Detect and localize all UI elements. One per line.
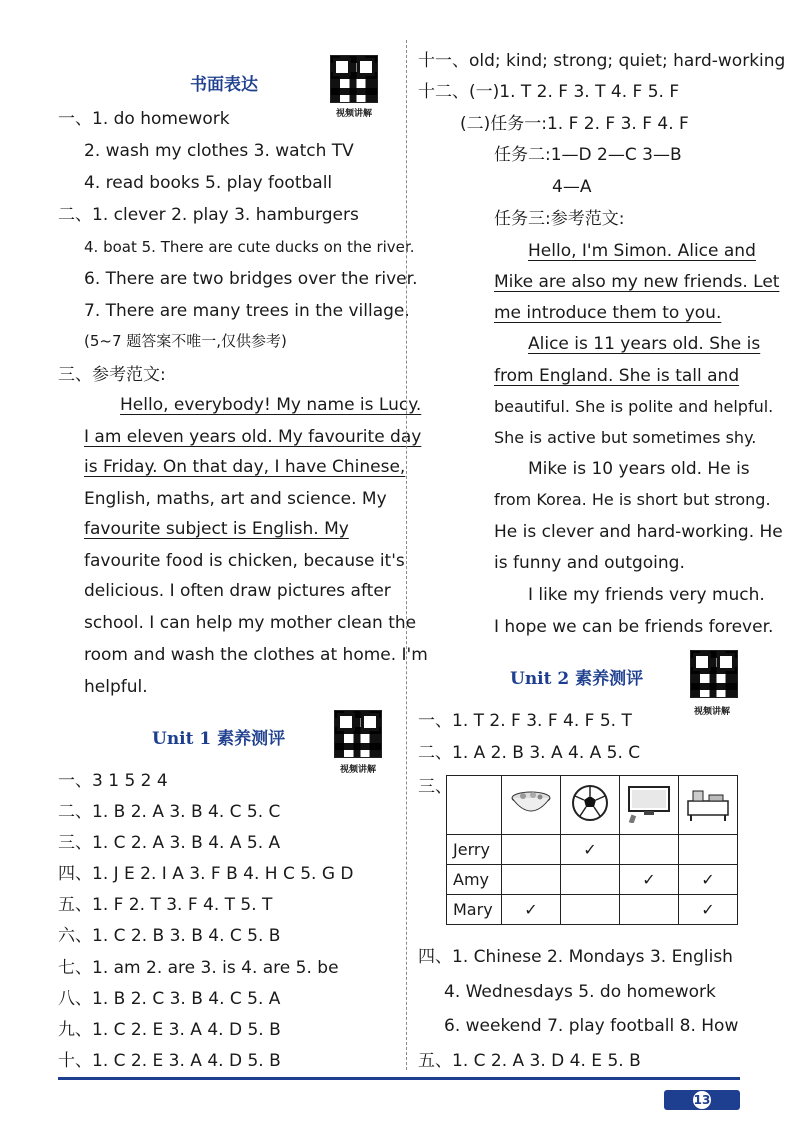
television-icon (620, 776, 679, 835)
essay-line: from England. She is tall and (494, 366, 740, 386)
tick-cell (561, 895, 620, 925)
answer-line: 十一、old; kind; strong; quiet; hard-working (418, 51, 786, 71)
answer-line: 4. boat 5. There are cute ducks on the river. (84, 238, 415, 256)
table-corner (447, 776, 502, 835)
row-name: Mary (447, 895, 502, 925)
table-row (447, 835, 738, 865)
football-icon (561, 776, 620, 835)
tick-cell (502, 835, 561, 865)
answer-line: 十二、(一)1. T 2. F 3. T 4. F 5. F (418, 82, 680, 102)
answer-line: 二、1. clever 2. play 3. hamburgers (58, 205, 359, 225)
table-row (447, 865, 738, 895)
essay-line: He is clever and hard-working. He (494, 522, 783, 542)
essay-line: school. I can help my mother clean the (84, 613, 417, 633)
answer-line: 四、1. J E 2. I A 3. F B 4. H C 5. G D (58, 864, 354, 884)
answer-line: 一、1. T 2. F 3. F 4. F 5. T (418, 711, 632, 731)
answer-line: 二、1. A 2. B 3. A 4. A 5. C (418, 743, 641, 763)
tick-cell: ✓ (502, 895, 561, 925)
answer-line: 4. read books 5. play football (84, 173, 333, 193)
answer-line: 一、3 1 5 2 4 (58, 771, 168, 791)
essay-line: Hello, I'm Simon. Alice and (528, 241, 756, 261)
page-number-badge (664, 1090, 740, 1110)
table-row (447, 895, 738, 925)
essay-line: Hello, everybody! My name is Lucy. (120, 395, 422, 415)
answer-line: 五、1. C 2. A 3. D 4. E 5. B (418, 1051, 641, 1071)
answer-line: 九、1. C 2. E 3. A 4. D 5. B (58, 1020, 281, 1040)
desk-homework-icon (679, 776, 738, 835)
answer-line: 6. There are two bridges over the river. (84, 269, 418, 289)
answer-line: 三、1. C 2. A 3. B 4. A 5. A (58, 833, 281, 853)
essay-line: favourite subject is English. My (84, 519, 349, 539)
qr-caption: 视频讲解 (340, 765, 377, 775)
answer-line: 4—A (552, 177, 592, 197)
column-divider (406, 40, 407, 1070)
essay-line: beautiful. She is polite and helpful. (494, 397, 774, 416)
answer-line: 一、1. do homework (58, 109, 230, 129)
essay-line: helpful. (84, 677, 148, 697)
answer-line: 4. Wednesdays 5. do homework (444, 982, 716, 1002)
answer-line: 任务二:1—D 2—C 3—B (494, 145, 682, 165)
qr-code-icon[interactable] (690, 650, 738, 698)
answer-line: 六、1. C 2. B 3. B 4. C 5. B (58, 926, 281, 946)
tick-cell: ✓ (620, 865, 679, 895)
essay-line: English, maths, art and science. My (84, 489, 387, 509)
essay-line: is funny and outgoing. (494, 553, 685, 573)
tick-cell: ✓ (561, 835, 620, 865)
essay-line: I hope we can be friends forever. (494, 617, 774, 637)
answer-line: (二)任务一:1. F 2. F 3. F 4. F (460, 114, 689, 134)
tick-cell (679, 835, 738, 865)
qr-code-icon[interactable] (334, 710, 382, 758)
answer-line: 八、1. B 2. C 3. B 4. C 5. A (58, 989, 281, 1009)
food-bowl-icon (502, 776, 561, 835)
row-name: Jerry (447, 835, 502, 865)
activity-table (446, 775, 738, 925)
essay-line: me introduce them to you. (494, 303, 722, 323)
answer-line: 7. There are many trees in the village. (84, 301, 410, 321)
essay-line: I like my friends very much. (528, 585, 765, 605)
answer-line: 任务三:参考范文: (494, 209, 625, 229)
essay-line: She is active but sometimes shy. (494, 428, 757, 447)
answer-line: 三、参考范文: (58, 365, 166, 385)
essay-line: I am eleven years old. My favourite day (84, 427, 422, 447)
answer-line: 七、1. am 2. are 3. is 4. are 5. be (58, 958, 339, 978)
essay-line: Mike are also my new friends. Let (494, 272, 780, 292)
answer-line: 6. weekend 7. play football 8. How (444, 1016, 739, 1036)
unit1-title: Unit 1 素养测评 (152, 729, 286, 749)
note-line: (5~7 题答案不唯一,仅供参考) (84, 332, 287, 350)
answer-line: 五、1. F 2. T 3. F 4. T 5. T (58, 895, 273, 915)
essay-line: from Korea. He is short but strong. (494, 490, 771, 509)
essay-line: is Friday. On that day, I have Chinese, (84, 457, 406, 477)
unit2-title: Unit 2 素养测评 (510, 669, 644, 689)
section-title-writing: 书面表达 (190, 75, 258, 95)
tick-cell (620, 895, 679, 925)
row-name: Amy (447, 865, 502, 895)
answer-line: 三、 (418, 777, 452, 797)
answer-line: 四、1. Chinese 2. Mondays 3. English (418, 947, 733, 967)
tick-cell: ✓ (679, 865, 738, 895)
page-number: 13 (693, 1093, 711, 1107)
qr-caption: 视频讲解 (336, 109, 373, 119)
qr-caption: 视频讲解 (694, 707, 731, 717)
tick-cell (502, 865, 561, 895)
tick-cell (620, 835, 679, 865)
footer-rule (58, 1077, 740, 1080)
essay-line: favourite food is chicken, because it's (84, 551, 405, 571)
tick-cell: ✓ (679, 895, 738, 925)
answer-line: 十、1. C 2. E 3. A 4. D 5. B (58, 1051, 281, 1071)
answer-line: 2. wash my clothes 3. watch TV (84, 141, 354, 161)
essay-line: Mike is 10 years old. He is (528, 459, 750, 479)
essay-line: delicious. I often draw pictures after (84, 581, 391, 601)
answer-line: 二、1. B 2. A 3. B 4. C 5. C (58, 802, 281, 822)
tick-cell (561, 865, 620, 895)
essay-line: room and wash the clothes at home. I'm (84, 645, 428, 665)
essay-line: Alice is 11 years old. She is (528, 334, 761, 354)
qr-code-icon[interactable] (330, 55, 378, 103)
